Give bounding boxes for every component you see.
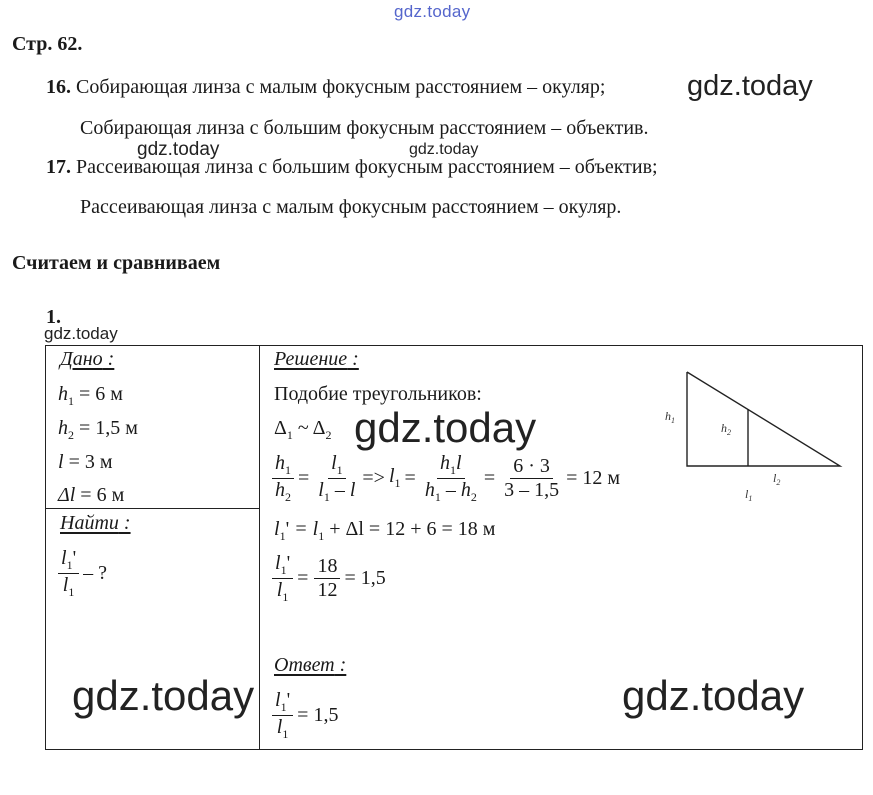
solution-header-text: Решение — [274, 348, 348, 370]
given-row-h2 — [58, 417, 138, 443]
sub: 1 — [323, 489, 330, 504]
num: l — [61, 547, 67, 569]
frac-18-12 — [314, 556, 340, 601]
den: h — [424, 478, 435, 501]
delta-1-sub: 1 — [286, 428, 293, 442]
var: h — [58, 417, 68, 439]
given-find-divider — [45, 508, 259, 509]
sub: 2 — [285, 489, 291, 504]
answer-header: Ответ : — [274, 654, 347, 676]
equals: = — [404, 466, 416, 489]
find-expression — [56, 548, 111, 598]
implies-arrow: => — [362, 466, 385, 489]
item-number: 17. — [46, 156, 71, 178]
given-row-dl — [58, 484, 124, 507]
table-divider — [259, 345, 260, 749]
prime: ' — [286, 689, 291, 711]
watermark-line16: gdz.today — [687, 70, 813, 102]
sub: 1 — [282, 589, 289, 604]
num: 18 — [314, 556, 340, 579]
sub: 1 — [336, 463, 343, 477]
sub: 1 — [394, 476, 401, 491]
tail: + Δl = 12 + 6 = 18 м — [324, 518, 496, 540]
result: = 1,5 — [297, 703, 339, 726]
watermark-top: gdz.today — [394, 2, 471, 21]
similar-triangles-diagram — [655, 362, 855, 512]
item-text: Рассеивающая линза с большим фокусным расстоянием – объектив; — [76, 156, 658, 178]
item-16-line1 — [46, 76, 605, 99]
value: = 3 м — [63, 451, 113, 473]
value: = 6 м — [75, 484, 125, 506]
label-l2: $l_2$ — [773, 471, 781, 487]
label-l1: $l_1$ — [745, 487, 753, 503]
answer-expression — [270, 690, 342, 740]
equals: = — [298, 466, 310, 489]
given-header: Дано : — [60, 348, 115, 370]
den: 12 — [317, 578, 338, 601]
var: h — [58, 383, 68, 405]
table-border-top — [45, 345, 863, 346]
page-title: Стр. 62. — [12, 33, 83, 55]
frac-h1l — [422, 453, 480, 503]
tilde: ~ — [297, 417, 309, 439]
den-mid: – h — [440, 478, 471, 501]
num: l — [275, 689, 281, 711]
watermark-bottom-right: gdz.today — [622, 672, 805, 719]
given-row-l — [58, 451, 113, 474]
solution-header: Решение : — [274, 348, 359, 370]
prime: ' — [72, 547, 77, 569]
num: l — [275, 552, 281, 574]
frac-l1p-l1 — [272, 553, 293, 603]
den-sub: 1 — [68, 584, 75, 599]
sub: 1 — [318, 529, 325, 543]
den: l — [62, 573, 69, 596]
lhs: l — [388, 465, 395, 488]
answer-header-text: Ответ — [274, 654, 335, 676]
sub: 1 — [450, 463, 457, 477]
sub: 2 — [470, 489, 477, 504]
problem-number: 1. — [46, 306, 61, 328]
value: = 6 м — [74, 383, 123, 405]
watermark-mid-left: gdz.today — [137, 139, 220, 160]
prime: ' — [286, 552, 291, 574]
watermark-mid-right: gdz.today — [409, 141, 479, 158]
find-header-text: Найти — [60, 512, 119, 534]
equals: = — [297, 566, 309, 589]
watermark-bottom-left: gdz.today — [72, 672, 255, 719]
den-tail: – l — [329, 478, 356, 501]
den: 3 – 1,5 — [504, 478, 560, 501]
sub: 1 — [279, 529, 286, 543]
similarity-line — [274, 417, 331, 443]
section-title: Считаем и сравниваем — [12, 252, 221, 274]
equation-2 — [274, 518, 495, 544]
find-fraction — [58, 548, 79, 598]
frac-numeric — [501, 456, 562, 501]
label-h2: $h_2$ — [721, 421, 731, 437]
delta-2: Δ — [312, 417, 326, 439]
item-17-line2: Рассеивающая линза с малым фокусным расстоянием – окуляр. — [80, 196, 622, 218]
answer-fraction — [272, 690, 293, 740]
var-sub: 2 — [68, 428, 74, 442]
sub: 1 — [434, 489, 441, 504]
item-17-line1 — [46, 156, 658, 179]
value: = 1,5 м — [74, 417, 138, 439]
table-border-bottom — [45, 749, 863, 750]
given-row-h1 — [58, 383, 123, 409]
label-h1: $h_1$ — [665, 409, 675, 425]
result: = 1,5 — [344, 566, 386, 589]
equals: = — [483, 466, 496, 489]
num: l — [331, 452, 337, 474]
rest: = l — [289, 518, 319, 540]
given-header-text: Дано — [60, 348, 103, 370]
den: h — [275, 478, 285, 501]
watermark-small-table: gdz.today — [44, 324, 118, 343]
num-tail: l — [456, 452, 462, 474]
table-border-left — [45, 345, 46, 749]
frac-l1-l1-l — [315, 453, 358, 503]
den: l — [276, 578, 283, 601]
den: l — [318, 478, 324, 501]
sub: 1 — [280, 700, 287, 714]
result: = 12 м — [566, 466, 621, 489]
var: Δl — [58, 484, 76, 506]
watermark-center: gdz.today — [354, 404, 537, 451]
var-sub: 1 — [68, 394, 74, 408]
solution-subtitle: Подобие треугольников: — [274, 383, 482, 405]
item-text: Собирающая линза с малым фокусным расстоянием – окуляр; — [76, 76, 606, 98]
find-suffix: – ? — [83, 561, 108, 584]
sub: 1 — [282, 726, 289, 741]
num-sub: 1 — [66, 558, 73, 572]
find-header: Найти : — [60, 512, 131, 534]
triangle-outline — [687, 372, 840, 466]
lhs: l — [274, 518, 280, 540]
den: l — [276, 715, 283, 738]
sub: 1 — [280, 563, 287, 577]
equation-1 — [270, 453, 624, 503]
var: l — [58, 451, 64, 473]
num: h — [275, 452, 285, 474]
num: h — [440, 452, 451, 474]
frac-h1-h2 — [272, 453, 294, 503]
prime: ' — [285, 518, 290, 540]
item-number: 16. — [46, 76, 71, 98]
num: 6 · 3 — [510, 456, 553, 479]
table-border-right — [862, 345, 863, 749]
equation-3 — [270, 553, 390, 603]
delta-2-sub: 2 — [325, 428, 332, 442]
sub: 1 — [285, 463, 291, 477]
delta-1: Δ — [274, 417, 287, 439]
item-16-line2: Собирающая линза с большим фокусным расстоянием – объектив. — [80, 117, 649, 139]
